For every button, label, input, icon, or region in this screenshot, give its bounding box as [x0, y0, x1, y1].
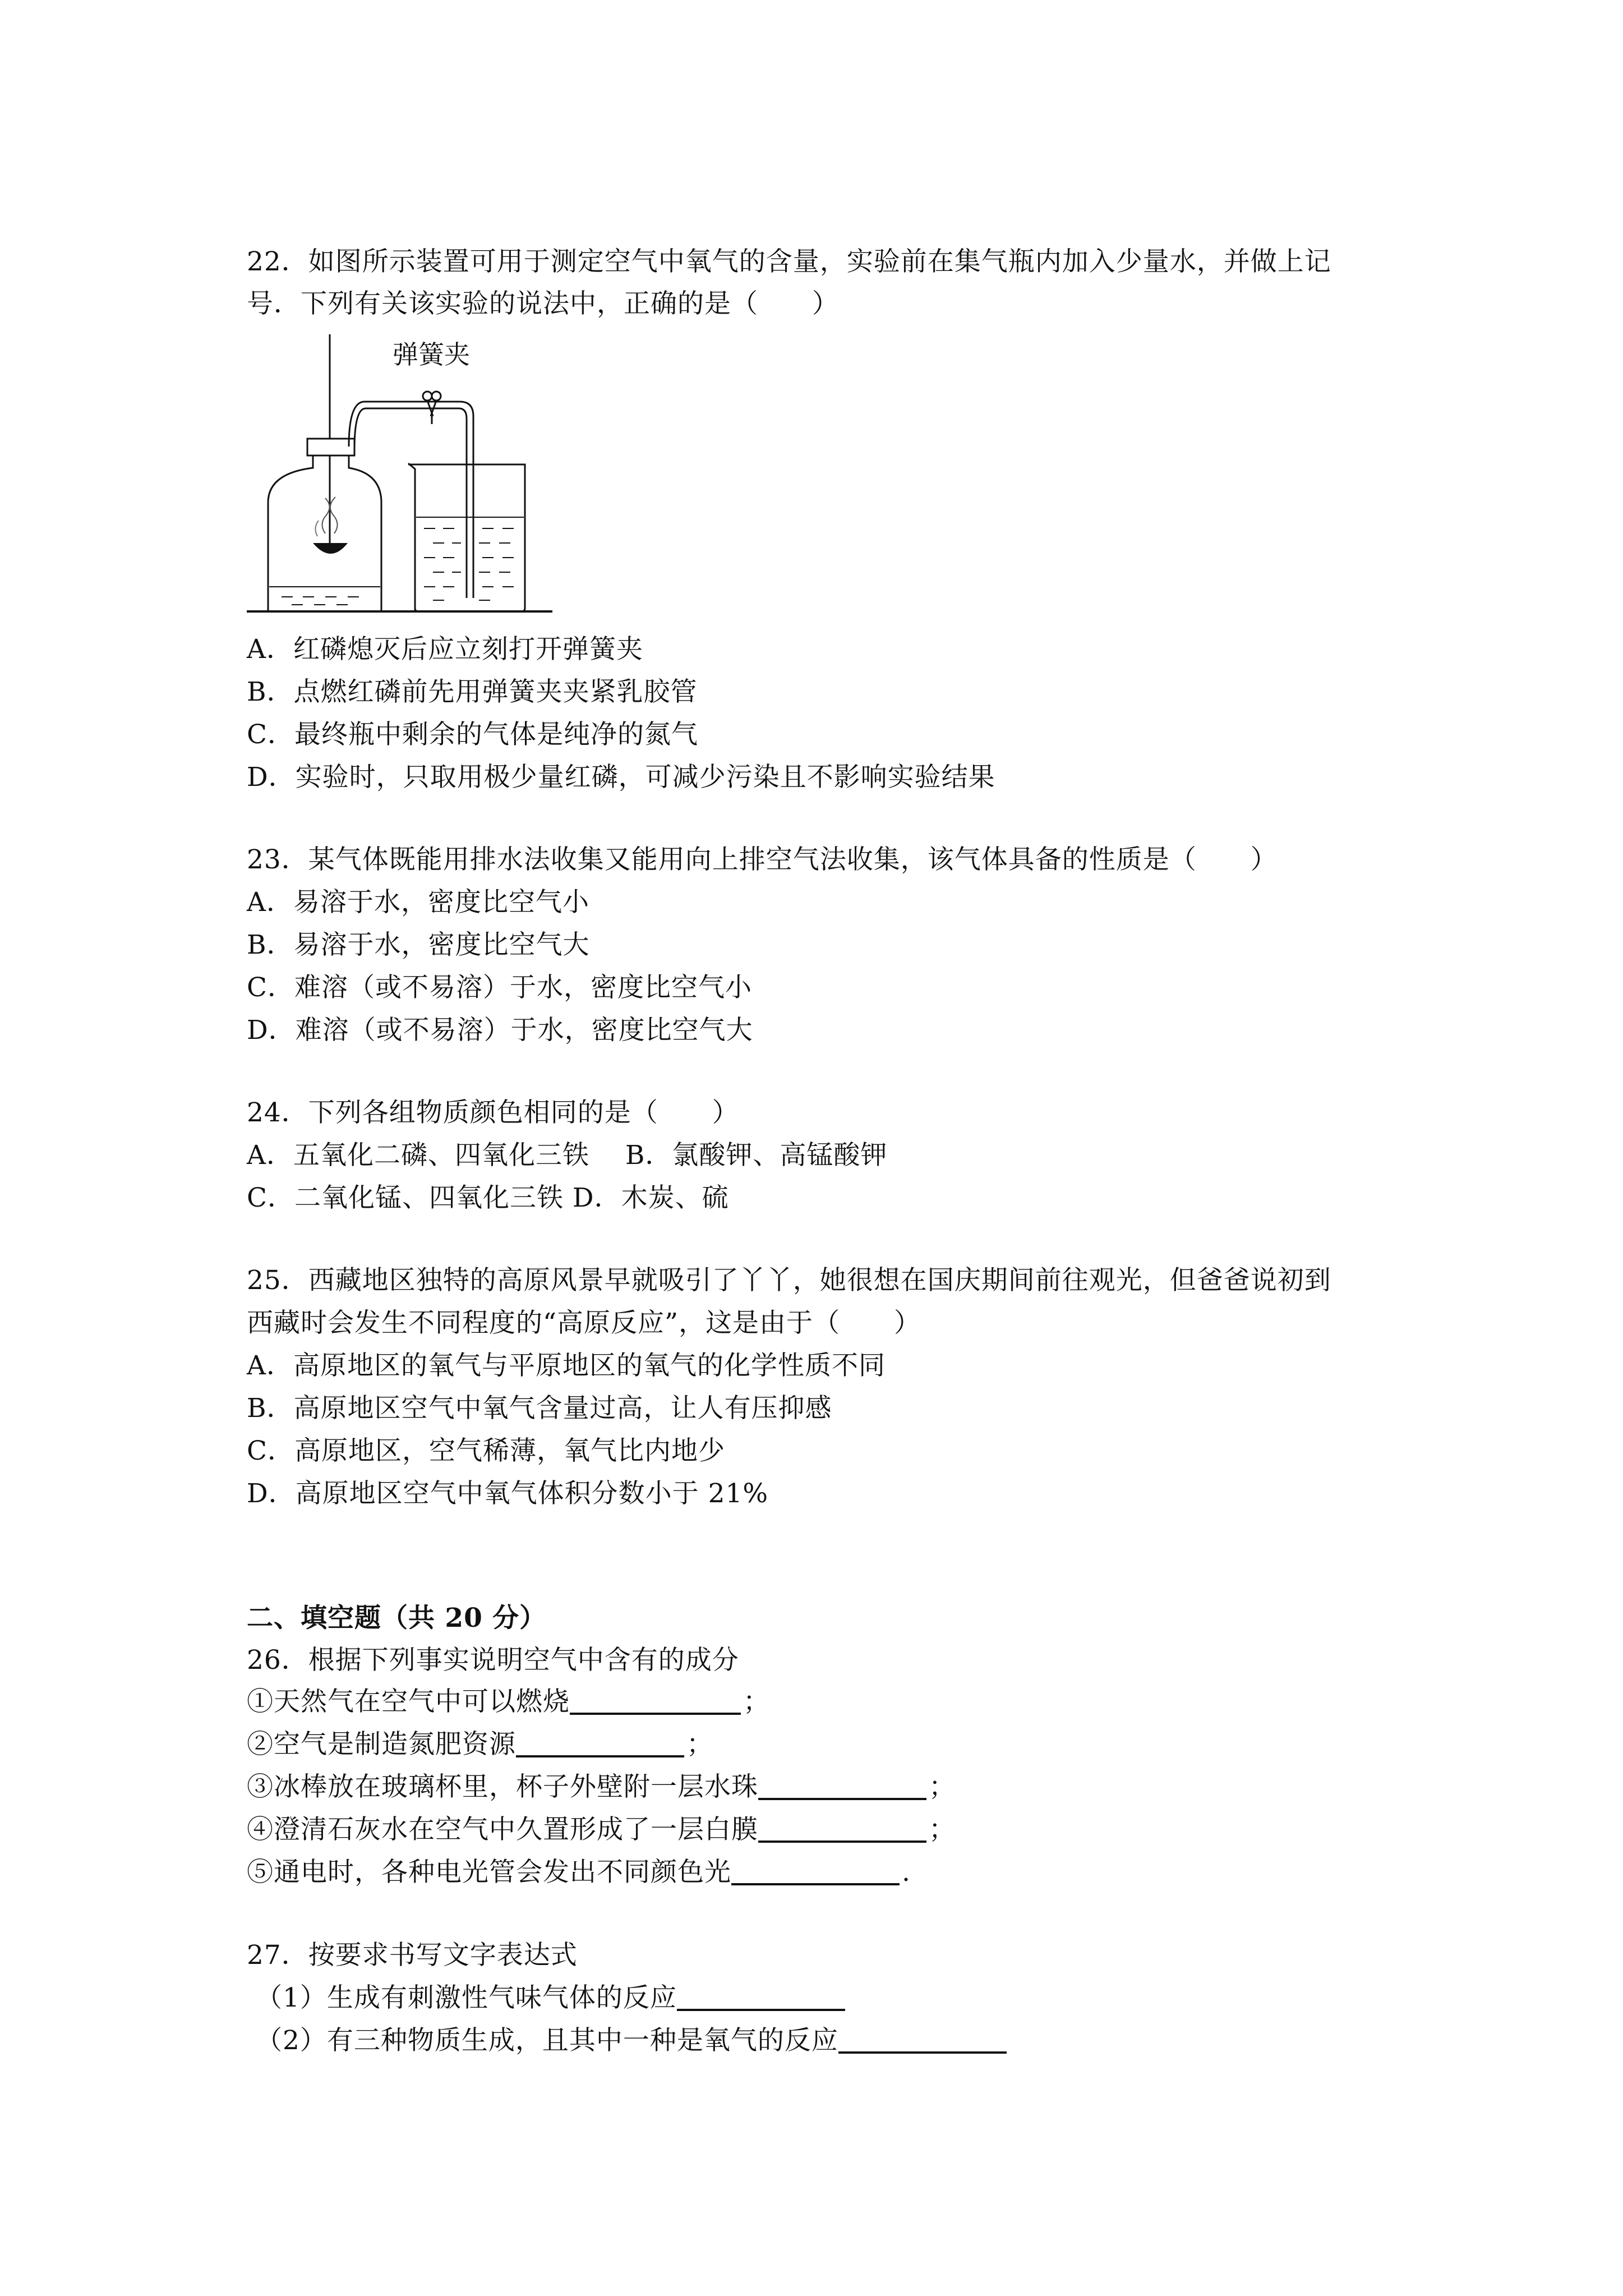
q26-item-2: [247, 1728, 713, 1761]
q22-option-d: D．实验时，只取用极少量红磷，可减少污染且不影响实验结果: [247, 762, 995, 793]
q27-item-2: [256, 2024, 1007, 2058]
q26-item-text: ①天然气在空气中可以燃烧: [247, 1686, 570, 1717]
q27-item-text: （1）生成有刺激性气味气体的反应: [256, 1982, 677, 2013]
answer-blank[interactable]: [838, 2051, 1007, 2054]
q26-item-text: ④澄清石灰水在空气中久置形成了一层白膜: [247, 1814, 758, 1845]
answer-blank[interactable]: [758, 1798, 926, 1800]
q24-options-row1: A．五氧化二磷、四氧化三铁 B．氯酸钾、高锰酸钾: [247, 1140, 888, 1171]
answer-blank[interactable]: [758, 1841, 926, 1843]
q22-option-a: A．红磷熄灭后应立刻打开弹簧夹: [247, 634, 643, 665]
q23-stem: 23．某气体既能用排水法收集又能用向上排空气法收集，该气体具备的性质是（ ）: [247, 844, 1278, 875]
q26-item-1: [247, 1685, 770, 1719]
q26-item-end: .: [902, 1857, 911, 1888]
q23-option-d: D．难溶（或不易溶）于水，密度比空气大: [247, 1015, 753, 1046]
q22-option-c: C．最终瓶中剩余的气体是纯净的氮气: [247, 719, 698, 750]
q25-stem-line1: 25．西藏地区独特的高原风景早就吸引了丫丫，她很想在国庆期间前往观光，但爸爸说初到: [247, 1265, 1331, 1296]
answer-blank[interactable]: [677, 2009, 845, 2011]
answer-blank[interactable]: [570, 1713, 741, 1715]
q25-option-b: B．高原地区空气中氧气含量过高，让人有压抑感: [247, 1393, 832, 1424]
oxygen-measurement-apparatus-figure: [247, 334, 561, 626]
q26-item-end: ；: [743, 1686, 770, 1717]
q27-item-text: （2）有三种物质生成，且其中一种是氧气的反应: [256, 2025, 838, 2056]
q26-stem: 26．根据下列事实说明空气中含有的成分: [247, 1645, 739, 1676]
q26-item-end: ；: [686, 1729, 713, 1760]
q23-option-b: B．易溶于水，密度比空气大: [247, 930, 590, 960]
q26-item-text: ⑤通电时，各种电光管会发出不同颜色光: [247, 1857, 731, 1888]
q26-item-5: [247, 1856, 911, 1889]
answer-blank[interactable]: [516, 1755, 684, 1757]
spring-clamp-label: 弹簧夹: [393, 339, 470, 370]
q26-item-4: [247, 1813, 956, 1847]
q24-stem: 24．下列各组物质颜色相同的是（ ）: [247, 1097, 739, 1128]
q24-options-row2: C．二氧化锰、四氧化三铁 D．木炭、硫: [247, 1182, 729, 1213]
q25-option-a: A．高原地区的氧气与平原地区的氧气的化学性质不同: [247, 1350, 886, 1381]
q25-option-c: C．高原地区，空气稀薄，氧气比内地少: [247, 1435, 725, 1466]
q27-item-1: [256, 1981, 845, 2015]
q26-item-end: ；: [929, 1772, 956, 1802]
section-title-fill-in: 二、填空题（共 20 分）: [247, 1603, 547, 1634]
q26-item-text: ②空气是制造氮肥资源: [247, 1729, 516, 1760]
q27-stem: 27．按要求书写文字表达式: [247, 1940, 578, 1971]
q22-stem-line1: 22．如图所示装置可用于测定空气中氧气的含量，实验前在集气瓶内加入少量水，并做上记: [247, 246, 1331, 277]
q25-stem-line2: 西藏时会发生不同程度的“高原反应”，这是由于（ ）: [247, 1308, 921, 1338]
q26-item-text: ③冰棒放在玻璃杯里，杯子外壁附一层水珠: [247, 1772, 758, 1802]
q22-option-b: B．点燃红磷前先用弹簧夹夹紧乳胶管: [247, 677, 698, 707]
q23-option-c: C．难溶（或不易溶）于水，密度比空气小: [247, 972, 752, 1003]
q25-option-d: D．高原地区空气中氧气体积分数小于 21%: [247, 1478, 769, 1509]
q23-option-a: A．易溶于水，密度比空气小: [247, 887, 589, 918]
q22-stem-line2: 号．下列有关该实验的说法中，正确的是（ ）: [247, 288, 839, 319]
q26-item-end: ；: [929, 1814, 956, 1845]
q26-item-3: [247, 1770, 956, 1804]
answer-blank[interactable]: [731, 1883, 900, 1885]
